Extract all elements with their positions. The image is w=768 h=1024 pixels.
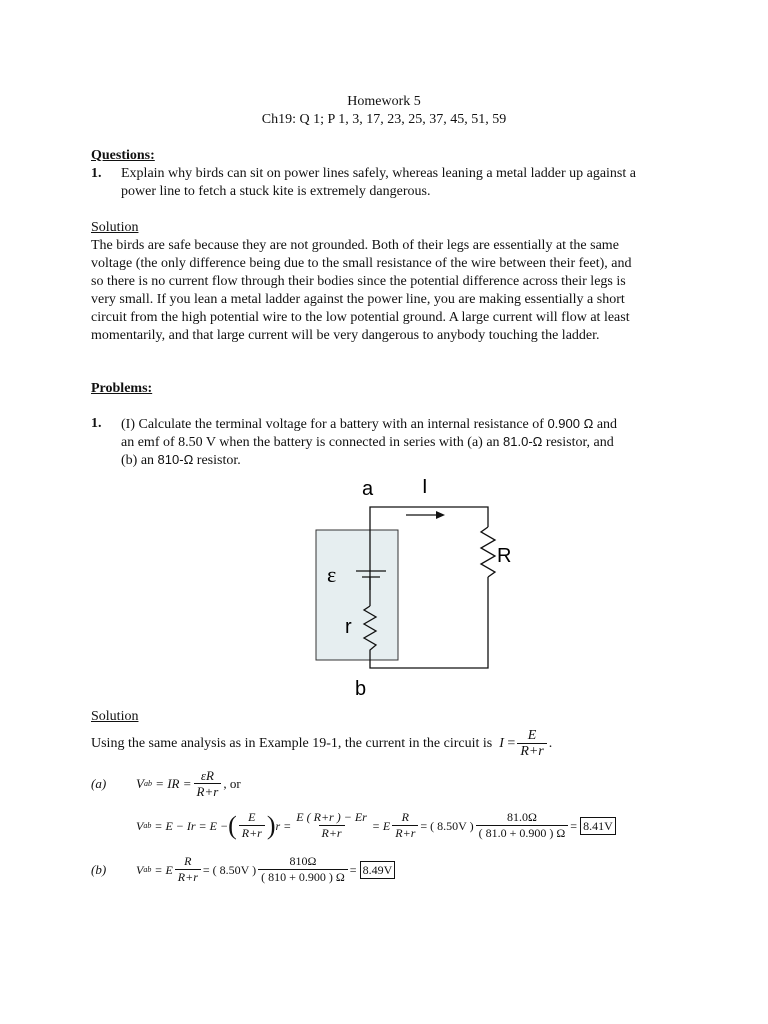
circuit-diagram: [300, 470, 540, 705]
internal-resistance-value: 0.900 Ω: [547, 416, 594, 431]
label-resistor-R: R: [497, 545, 512, 567]
solution-label: Solution: [91, 709, 139, 724]
solution-line: momentarily, and that large current will be very dangerous to anybody touching the ladder.: [91, 328, 600, 343]
resistor-R: [481, 527, 495, 577]
question-line: Explain why birds can sit on power lines safely, whereas leaning a metal ladder up against a: [121, 166, 636, 181]
problem-number: 1.: [91, 416, 102, 431]
problem-line: (I) Calculate the terminal voltage for a battery with an internal resistance of 0.900 Ω and: [121, 416, 618, 432]
solution-line: voltage (the only difference being due to the small resistance of the wire between their feet), and: [91, 256, 632, 271]
label-current: I: [422, 476, 428, 498]
solution-line: so there is no current flow through their bodies since the potential difference across their legs is: [91, 274, 626, 289]
solution-line: circuit from the high potential wire to the low potential ground. A large current will flow at least: [91, 310, 630, 325]
answer-a: 8.41V: [580, 817, 616, 835]
answer-b: 8.49V: [360, 861, 396, 879]
page-title: Homework 5: [347, 94, 421, 109]
equation-a-line1: (a) V ab = IR = $\frac{\varepsilon R}{R+r}$ , or: [91, 768, 241, 799]
problems-heading: Problems:: [91, 381, 153, 396]
resistor-b-value: 810-Ω: [157, 452, 194, 467]
current-equation: Using the same analysis as in Example 19-1, the current in the circuit is I = $\frac{E}{R+r}$ .: [91, 728, 553, 759]
question-line: power line to fetch a stuck kite is extremely dangerous.: [121, 184, 431, 199]
solution-line: very small. If you lean a metal ladder against the power line, you are making essentially a short: [91, 292, 625, 307]
battery-box: [316, 530, 398, 660]
chapter-assignment: Ch19: Q 1; P 1, 3, 17, 23, 25, 37, 45, 51, 59: [261, 112, 507, 127]
label-internal-r: r: [345, 616, 352, 638]
resistor-a-value: 81.0-Ω: [503, 434, 543, 449]
label-a: a: [362, 478, 374, 500]
question-number: 1.: [91, 166, 102, 181]
label-b: b: [355, 678, 367, 700]
questions-heading: Questions:: [91, 148, 155, 163]
solution-label: Solution: [91, 220, 139, 235]
current-arrowhead: [436, 511, 445, 519]
solution-line: The birds are safe because they are not grounded. Both of their legs are essentially at the same: [91, 238, 619, 253]
label-emf: ε: [327, 562, 337, 587]
problem-line: (b) an 810-Ω resistor.: [121, 452, 241, 468]
equation-a-line2: V ab = E − Ir = E − ( $\frac{E}{R+r}$ ) r = $\frac{E ( R+r ) - Er}{R+r}$ = E $\frac{R}{R+r}$ = ( 8.50V ) $\frac{81.0\Omega}{( 81.0 + 0.900 ) \Omega}$ = 8.41V: [136, 810, 616, 841]
equation-b: (b) V ab = E $\frac{R}{R+r}$ = ( 8.50V ) $\frac{810\Omega}{( 810 + 0.900 ) \Omega}$ = 8.49V: [91, 854, 395, 885]
problem-line: an emf of 8.50 V when the battery is connected in series with (a) an 81.0-Ω resistor, and: [121, 434, 614, 450]
